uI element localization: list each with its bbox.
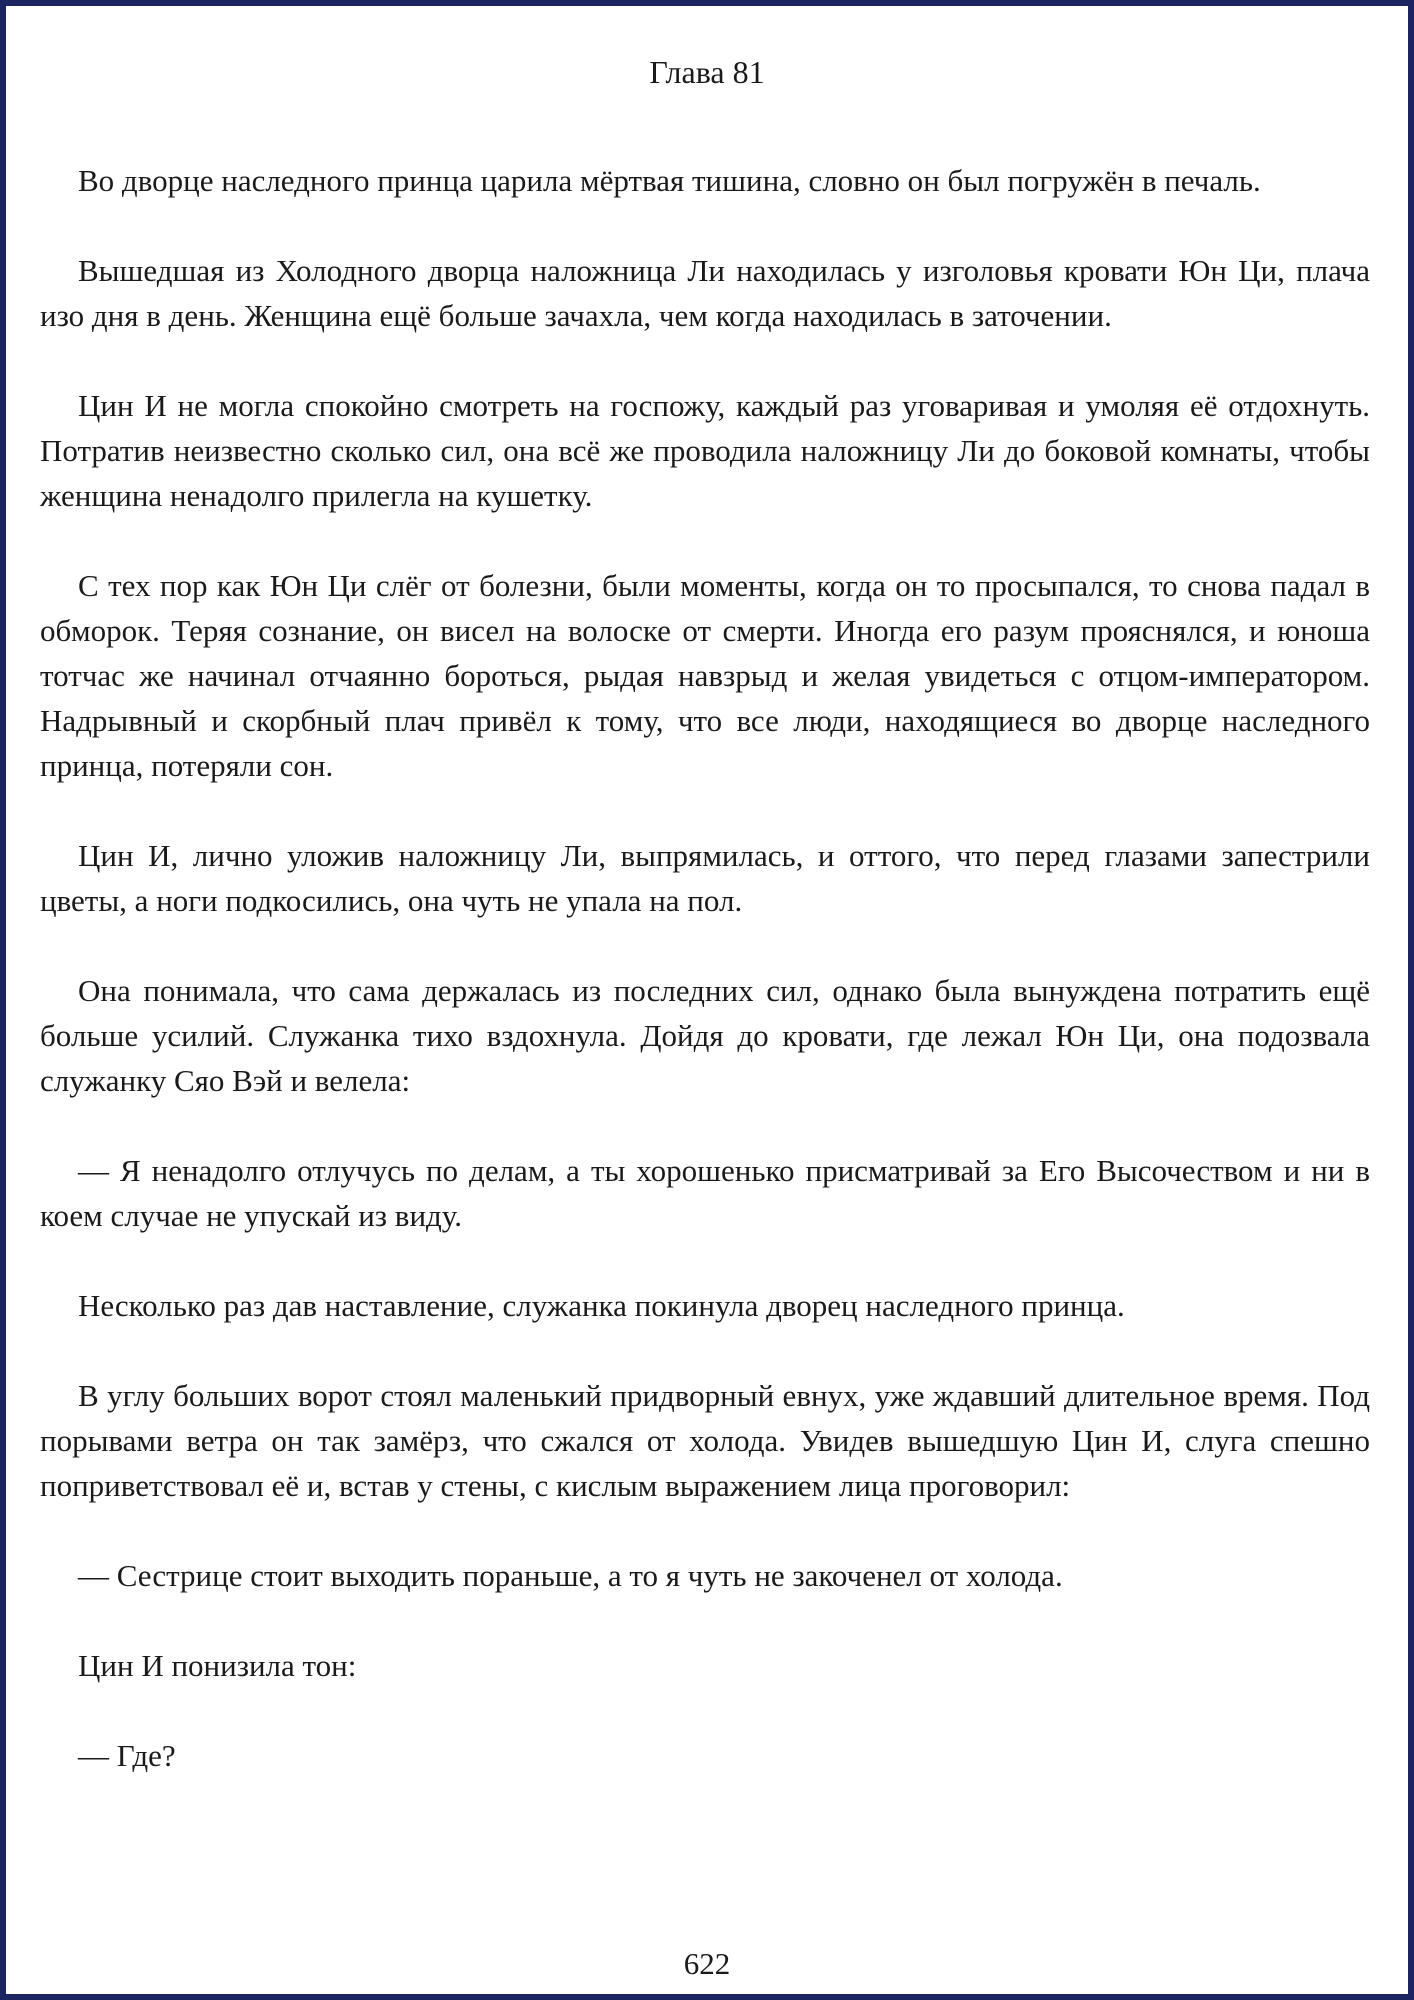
paragraph: В углу больших ворот стоял маленький придворный евнух, уже ждавший длительное время. Под порывами ветра он так замёрз, что сжался от холода. Увидев вышедшую Цин И, слуга спешно поприветствовал её и, встав у стены, с кислым выражением лица проговорил: (40, 1378, 1370, 1503)
page-number: 622 (683, 1946, 731, 1981)
paragraph: С тех пор как Юн Ци слёг от болезни, были моменты, когда он то просыпался, то снова падал в обморок. Теряя сознание, он висел на волоске от смерти. Иногда его разум прояснялся, и юноша тотчас же начинал отчаянно бороться, рыдая навзрыд и желая увидеться с отцом-императором. Надрывный и скорбный плач привёл к тому, что все люди, находящиеся во дворце наследного принца, потеряли сон. (40, 568, 1370, 783)
paragraph: Цин И понизила тон: (78, 1648, 357, 1683)
paragraph: Цин И не могла спокойно смотреть на госпожу, каждый раз уговаривая и умоляя её отдохнуть. Потратив неизвестно сколько сил, она всё же проводила наложницу Ли до боковой комнаты, чтобы женщина ненадолго прилегла на кушетку. (40, 388, 1370, 513)
dialogue-paragraph: — Где? (78, 1738, 176, 1773)
paragraph: Она понимала, что сама держалась из последних сил, однако была вынуждена потратить ещё больше усилий. Служанка тихо вздохнула. Дойдя до кровати, где лежал Юн Ци, она подозвала служанку Сяо Вэй и велела: (40, 973, 1370, 1098)
chapter-body (40, 158, 1370, 1778)
dialogue-paragraph: — Я ненадолго отлучусь по делам, а ты хорошенько присматривай за Его Высочеством и ни в коем случае не упускай из виду. (40, 1153, 1370, 1233)
paragraph: Несколько раз дав наставление, служанка покинула дворец наследного принца. (78, 1288, 1125, 1323)
paragraph: Во дворце наследного принца царила мёртвая тишина, словно он был погружён в печаль. (78, 163, 1261, 198)
chapter-title: Глава 81 (649, 54, 765, 90)
paragraph: Цин И, лично уложив наложницу Ли, выпрямилась, и оттого, что перед глазами запестрили цветы, а ноги подкосились, она чуть не упала на пол. (40, 838, 1370, 918)
paragraph: Вышедшая из Холодного дворца наложница Ли находилась у изголовья кровати Юн Ци, плача изо дня в день. Женщина ещё больше зачахла, чем когда находилась в заточении. (40, 253, 1370, 333)
dialogue-paragraph: — Сестрице стоит выходить пораньше, а то я чуть не закоченел от холода. (78, 1558, 1063, 1593)
